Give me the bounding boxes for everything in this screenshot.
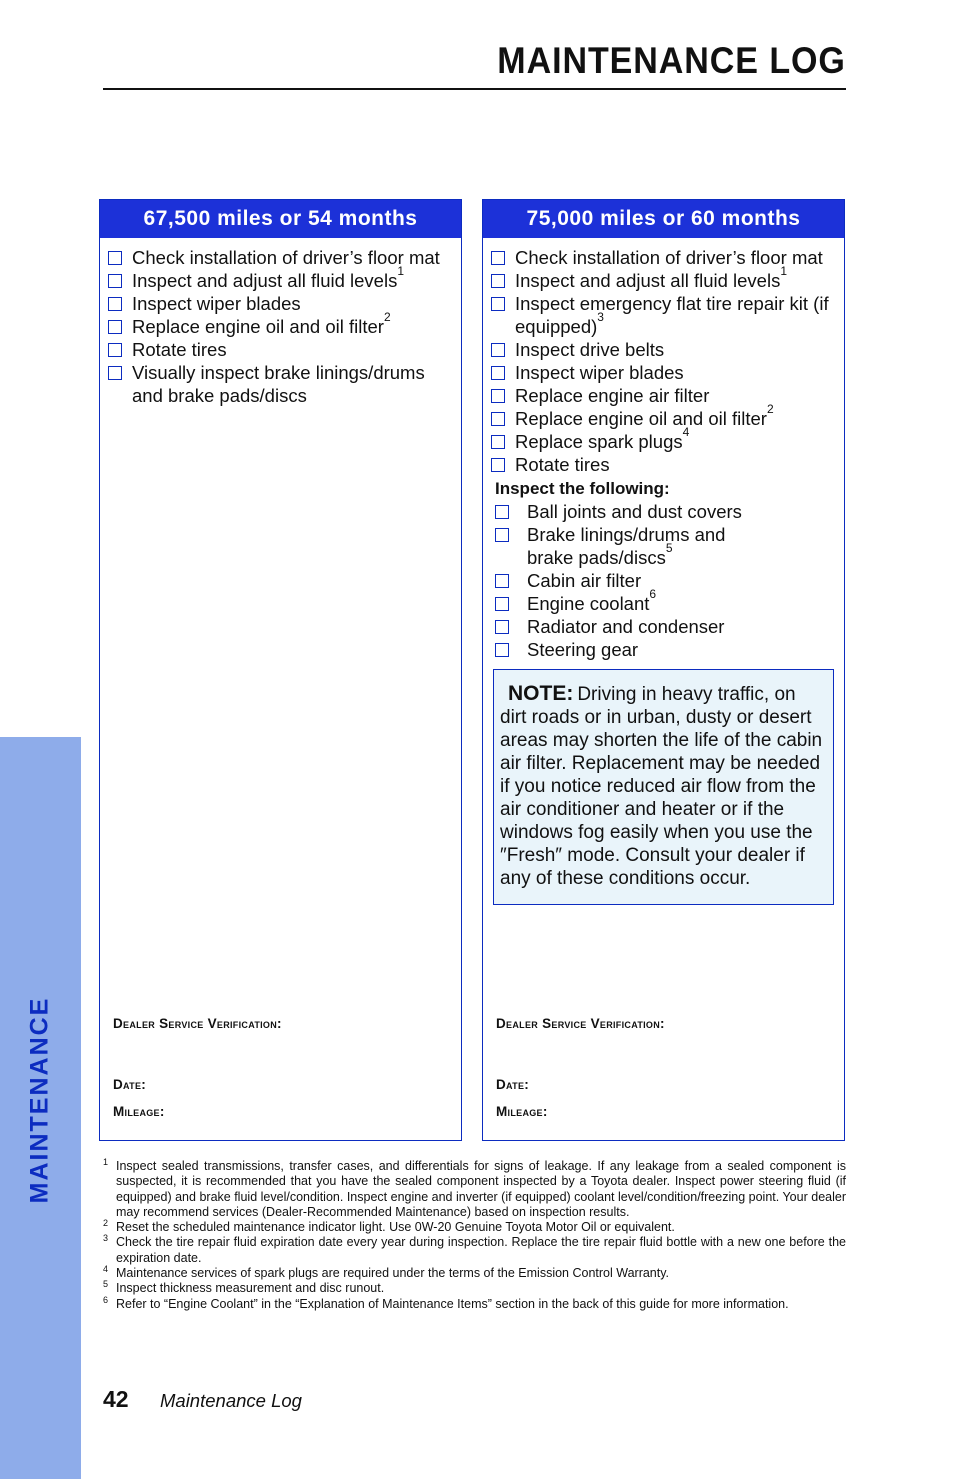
checklist-item-text: Inspect emergency flat tire repair kit (if equipped)$^3$ [515,293,829,337]
inspect-heading: Inspect the following: [495,479,670,498]
note-text: Driving in heavy traffic, on dirt roads or in urban, dusty or desert areas may shorten the life of the cabin air filter. Replacement may be needed if you notice reduced air flow from the air conditioner and heater or if the windows fog easily when you use the ″Fresh″ mode. Consult your dealer if any of these conditions occur. [500,684,823,889]
checklist-item-text: Engine coolant$^6$ [527,587,657,614]
checklist [483,238,844,476]
checkbox-icon[interactable] [495,505,509,519]
checkbox-icon[interactable] [491,458,505,472]
footnotes [103,1159,846,1312]
mileage-label: Mileage: [496,1104,548,1119]
checklist-item [108,338,453,361]
checklist-item-text: Inspect wiper blades [515,362,684,383]
checklist-item-text: Replace engine oil and oil filter$^2$ [132,310,391,337]
checklist-item-text: Check installation of driver’s floor mat [132,247,440,268]
mileage-label: Mileage: [113,1104,165,1119]
checklist-item-text: Inspect wiper blades [132,293,301,314]
checkbox-icon[interactable] [495,574,509,588]
checklist-item [495,500,836,523]
checkbox-icon[interactable] [495,620,509,634]
checklist-item-text: Inspect drive belts [515,339,665,360]
panel-title: 67,500 miles or 54 months [100,200,461,238]
checklist-item-text: Replace engine oil and oil filter$^2$ [515,402,774,429]
checklist-item [495,587,836,615]
checkbox-icon[interactable] [491,251,505,265]
checklist-item [495,569,836,592]
checkbox-icon[interactable] [108,366,122,380]
checklist-item-text: Inspect and adjust all fluid levels$^1$ [515,264,788,291]
inspect-checklist [483,500,844,661]
dealer-verification-label: Dealer Service Verification: [113,1016,282,1031]
checkbox-icon[interactable] [108,251,122,265]
checklist-item [491,361,836,384]
date-label: Date: [496,1077,530,1092]
checklist-item [491,425,836,453]
checklist-item [495,638,836,661]
checklist-item [491,402,836,430]
footnote: 1 Inspect sealed transmissions, transfer cases, and differentials for signs of leakage. If any leakage from a sealed component is suspected, it is recommended that you have the sealed component inspected by a Toyota dealer. Inspect power steering fluid (if equipped) and brake fluid level/condition. Inspect engine and inverter (if equipped) coolant level/condition/freezing point. Your dealer may recommend services (Dealer-Recommended Maintenance) based on inspection results. [103,1157,846,1219]
checklist-item-text: Ball joints and dust covers [527,501,742,522]
page-title: MAINTENANCE LOG [497,40,846,81]
checklist-item-text: Replace engine air filter [515,385,710,406]
checklist-item [491,453,836,476]
checklist-item [108,310,453,338]
checklist-item [495,523,836,569]
interval-panel-67500 [99,199,462,1141]
checklist-item-text: Inspect and adjust all fluid levels$^1$ [132,264,405,291]
header-divider [103,88,846,90]
checklist-item [491,292,836,338]
checkbox-icon[interactable] [495,643,509,657]
footnote: 4 Maintenance services of spark plugs are required under the terms of the Emission Control Warranty. [103,1264,670,1281]
checkbox-icon[interactable] [108,343,122,357]
checklist-item-text: Cabin air filter [527,570,642,591]
checklist [100,238,461,407]
checkbox-icon[interactable] [495,528,509,542]
side-tab-label: MAINTENANCE [25,996,54,1204]
checklist-item [108,361,453,407]
checklist-item [108,264,453,292]
page-section-label: Maintenance Log [160,1390,302,1411]
checklist-item [491,338,836,361]
checkbox-icon[interactable] [108,297,122,311]
checklist-item-text: Rotate tires [515,454,610,475]
checklist-item-text: Brake linings/drums and brake pads/discs$^5$ [527,524,726,568]
dealer-verification-label: Dealer Service Verification: [496,1016,665,1031]
checklist-item-text: Replace spark plugs$^4$ [515,425,690,452]
footnote: 6 Refer to “Engine Coolant” in the “Explanation of Maintenance Items” section in the back of this guide for more information. [103,1294,789,1311]
date-label: Date: [113,1077,147,1092]
checklist-item-text: Steering gear [527,639,639,660]
checklist-item [108,292,453,315]
checkbox-icon[interactable] [108,320,122,334]
checkbox-icon[interactable] [491,343,505,357]
checkbox-icon[interactable] [491,366,505,380]
checklist-item [491,264,836,292]
footnote: 2 Reset the scheduled maintenance indicator light. Use 0W-20 Genuine Toyota Motor Oil or equivalent. [103,1218,675,1235]
checklist-item-text: Visually inspect brake linings/drums and brake pads/discs [132,362,425,406]
checkbox-icon[interactable] [491,435,505,449]
note-label: NOTE: [508,682,574,705]
checklist-item-text: Radiator and condenser [527,616,725,637]
checkbox-icon[interactable] [491,274,505,288]
page-number: 42 [103,1386,129,1412]
footnote: 5 Inspect thickness measurement and disc runout. [103,1279,385,1296]
note-box [493,669,834,905]
footnote: 3 Check the tire repair fluid expiration date every year during inspection. Replace the tire repair fluid bottle with a new one before the expiration date. [103,1233,846,1265]
checklist-item-text: Rotate tires [132,339,227,360]
interval-panel-75000 [482,199,845,1141]
panel-title: 75,000 miles or 60 months [483,200,844,238]
checklist-item-text: Check installation of driver’s floor mat [515,247,823,268]
checklist-item [495,615,836,638]
checklist-item [491,384,836,407]
checkbox-icon[interactable] [495,597,509,611]
checkbox-icon[interactable] [491,412,505,426]
checkbox-icon[interactable] [491,297,505,311]
checkbox-icon[interactable] [491,389,505,403]
checkbox-icon[interactable] [108,274,122,288]
